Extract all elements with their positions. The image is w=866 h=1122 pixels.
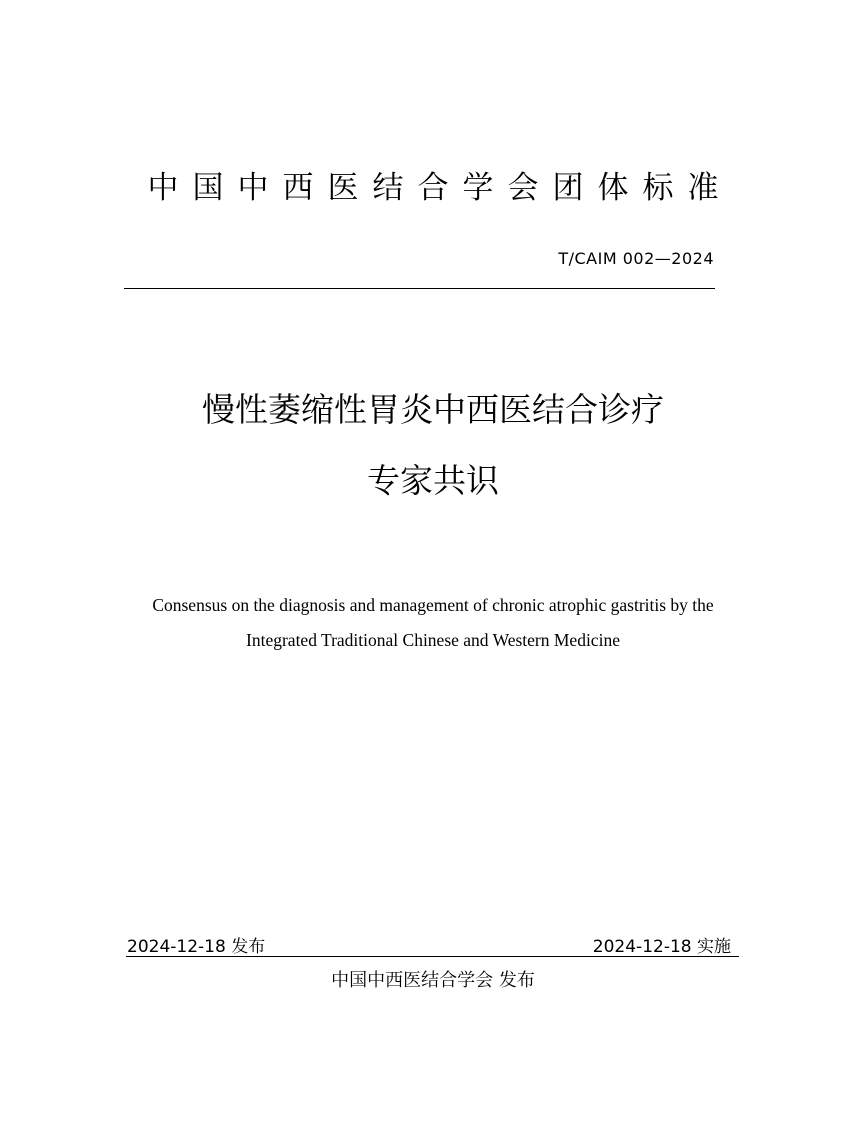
bottom-divider [126, 956, 739, 957]
english-title-line-1: Consensus on the diagnosis and management of chronic atrophic gastritis by the [152, 595, 714, 615]
english-title-line-2: Integrated Traditional Chinese and Western Medicine [246, 630, 620, 650]
main-title-line-2: 专家共识 [367, 461, 499, 500]
standard-code: T/CAIM 002—2024 [558, 249, 714, 268]
main-title-line-1: 慢性萎缩性胃炎中西医结合诊疗 [202, 390, 664, 429]
implement-date: 2024-12-18 实施 [592, 937, 731, 957]
top-divider [124, 288, 715, 289]
org-standard-title: 中国中西医结合学会团体标准 [147, 170, 733, 206]
publisher: 中国中西医结合学会 发布 [331, 970, 535, 991]
publish-date: 2024-12-18 发布 [127, 937, 266, 957]
